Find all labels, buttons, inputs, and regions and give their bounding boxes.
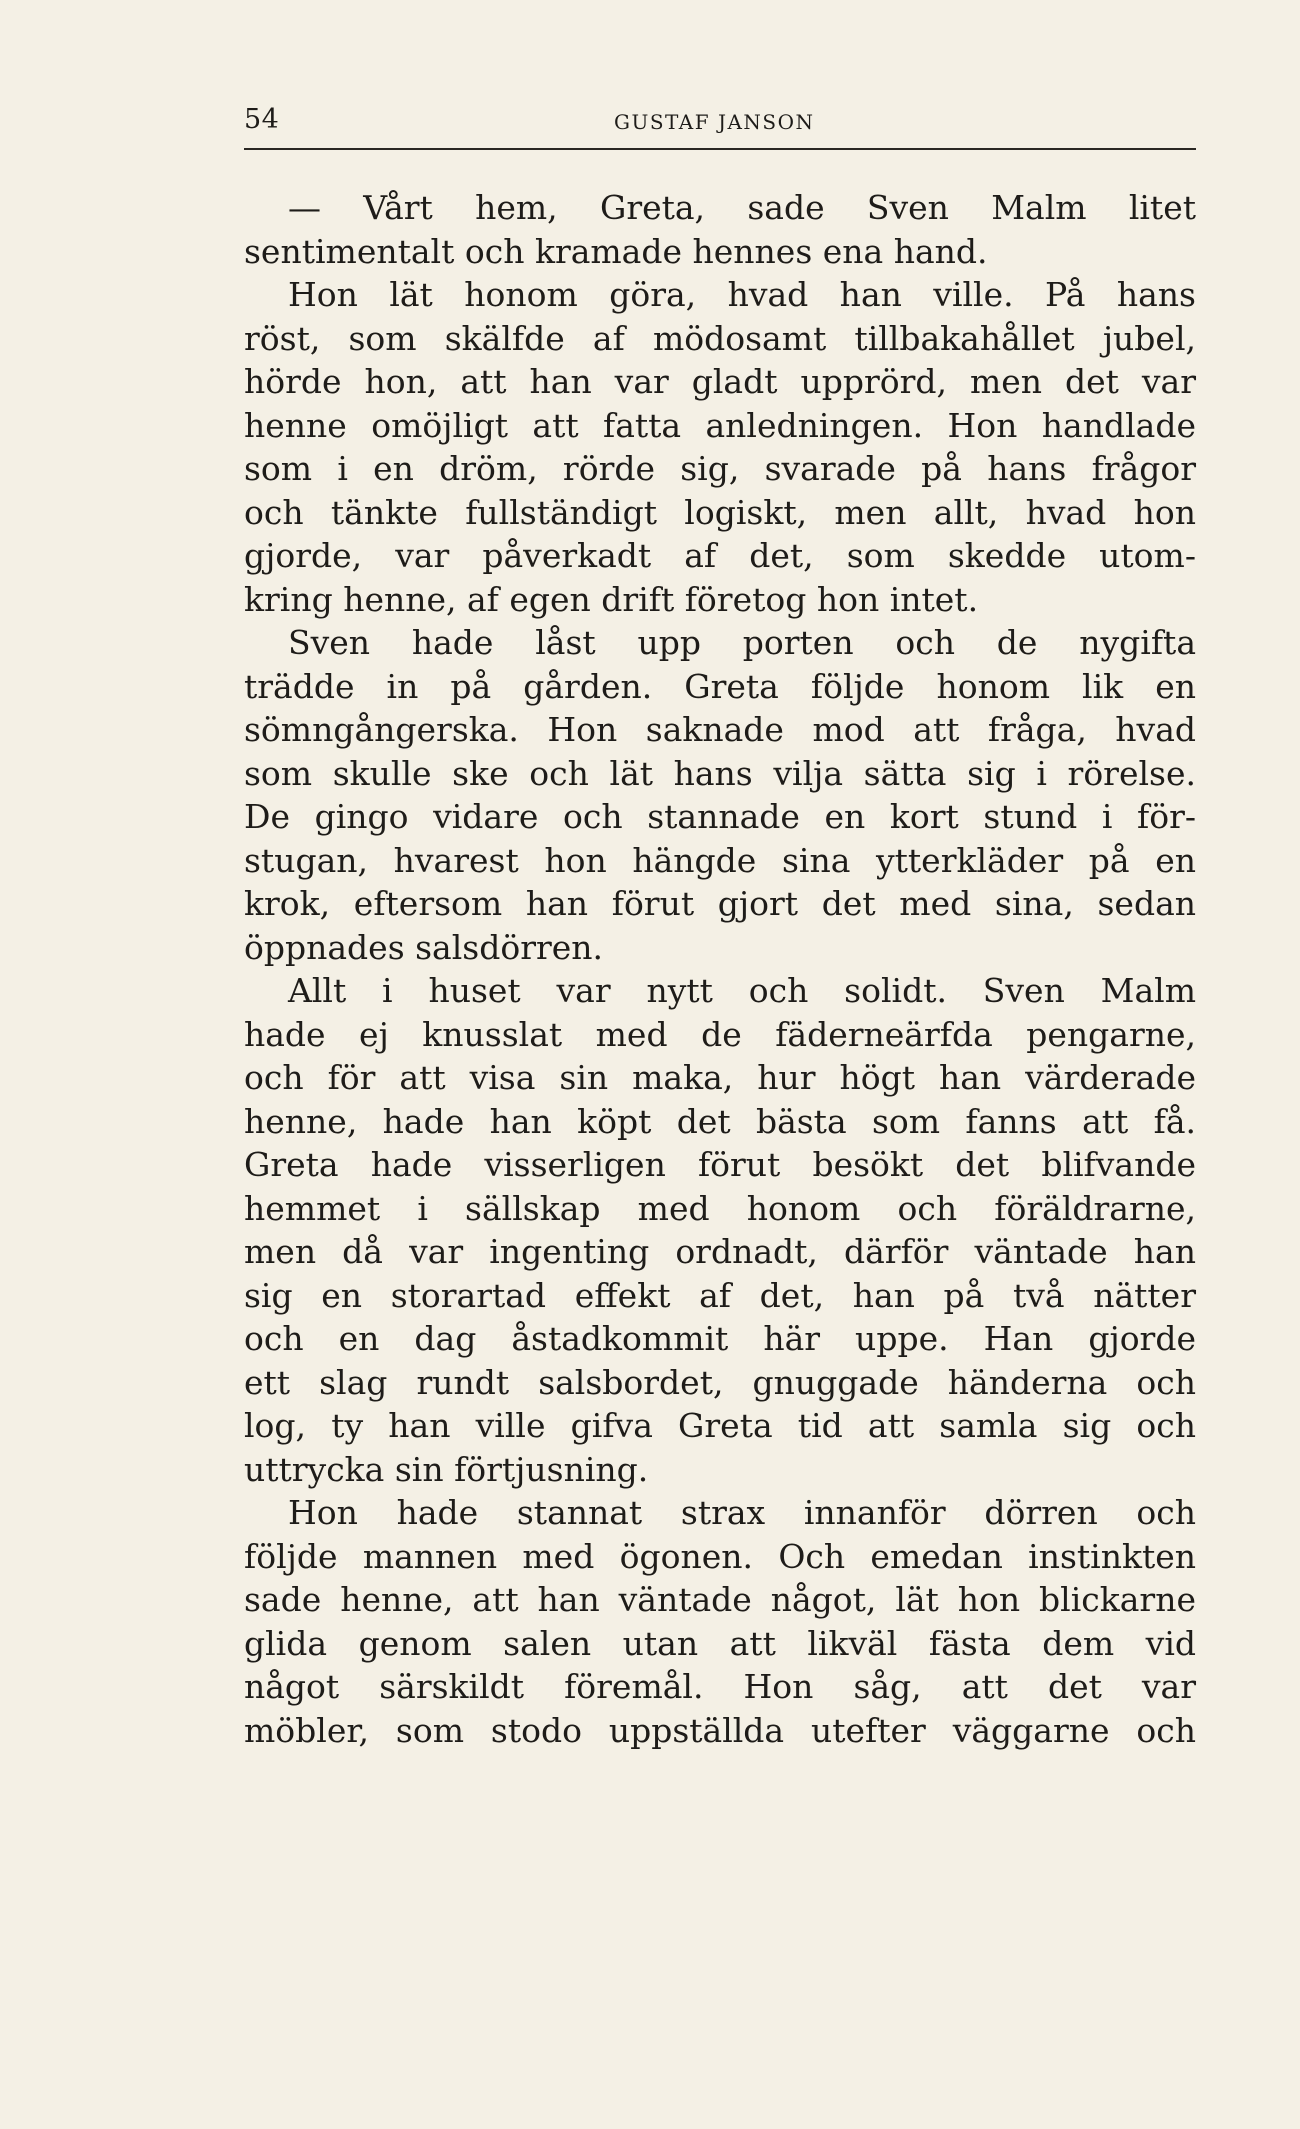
text-line: henne, hade han köpt det bästa som fanns att få. (244, 1101, 1196, 1141)
text-line: Sven hade låst upp porten och de nygifta (288, 623, 1196, 662)
text-line: sig en storartad effekt af det, han på två nätter (244, 1275, 1196, 1315)
body-text (244, 186, 1196, 1752)
text-line: Allt i huset var nytt och solidt. Sven Malm (288, 971, 1196, 1010)
text-line: sentimentalt och kramade hennes ena hand. (244, 231, 988, 271)
text-line: och tänkte fullständigt logiskt, men allt, hvad hon (244, 492, 1196, 532)
text-line: och en dag åstadkommit här uppe. Han gjorde (244, 1319, 1196, 1358)
text-line: sömngångerska. Hon saknade mod att fråga, hvad (244, 710, 1196, 749)
text-line: sade henne, att han väntade något, lät hon blickarne (244, 1580, 1196, 1619)
text-line: gjorde, var påverkadt af det, som skedde utom- (244, 536, 1196, 575)
text-line: De gingo vidare och stannade en kort stund i för- (244, 797, 1196, 836)
text-line: öppnades salsdörren. (244, 927, 604, 967)
text-line: kring henne, af egen drift företog hon intet. (244, 579, 979, 619)
text-line: Hon lät honom göra, hvad han ville. På hans (288, 275, 1196, 314)
text-line: hörde hon, att han var gladt upprörd, men det var (244, 362, 1196, 401)
page-number: 54 (244, 104, 280, 135)
text-line: henne omöjligt att fatta anledningen. Hon handlade (244, 405, 1196, 445)
text-line: som i en dröm, rörde sig, svarade på hans frågor (244, 449, 1196, 488)
text-line: och för att visa sin maka, hur högt han värderade (244, 1058, 1196, 1097)
text-line: röst, som skälfde af mödosamt tillbakahållet jubel, (244, 318, 1196, 358)
text-line: ett slag rundt salsbordet, gnuggade händerna och (244, 1362, 1196, 1402)
text-line: uttrycka sin förtjusning. (244, 1449, 649, 1489)
text-line: något särskildt föremål. Hon såg, att det var (244, 1667, 1196, 1706)
text-line: log, ty han ville gifva Greta tid att samla sig och (244, 1406, 1196, 1445)
text-line: glida genom salen utan att likväl fästa dem vid (244, 1623, 1196, 1663)
text-line: — Vårt hem, Greta, sade Sven Malm litet (288, 188, 1196, 227)
text-line: som skulle ske och lät hans vilja sätta sig i rörelse. (244, 753, 1196, 793)
text-line: krok, eftersom han förut gjort det med sina, sedan (244, 884, 1196, 923)
text-line: möbler, som stodo uppställda utefter väggarne och (244, 1710, 1196, 1750)
text-line: följde mannen med ögonen. Och emedan instinkten (244, 1536, 1196, 1576)
text-line: hemmet i sällskap med honom och föräldrarne, (244, 1188, 1196, 1228)
running-head: GUSTAF JANSON (614, 110, 815, 134)
text-line: trädde in på gården. Greta följde honom lik en (244, 666, 1196, 706)
header-rule (244, 148, 1196, 150)
text-line: Greta hade visserligen förut besökt det blifvande (244, 1145, 1196, 1184)
text-line: hade ej knusslat med de fäderneärfda pengarne, (244, 1014, 1196, 1054)
text-line: Hon hade stannat strax innanför dörren och (288, 1493, 1196, 1532)
text-line: men då var ingenting ordnadt, därför väntade han (244, 1232, 1196, 1271)
page-header (244, 104, 1196, 144)
text-line: stugan, hvarest hon hängde sina ytterkläder på en (244, 840, 1196, 880)
